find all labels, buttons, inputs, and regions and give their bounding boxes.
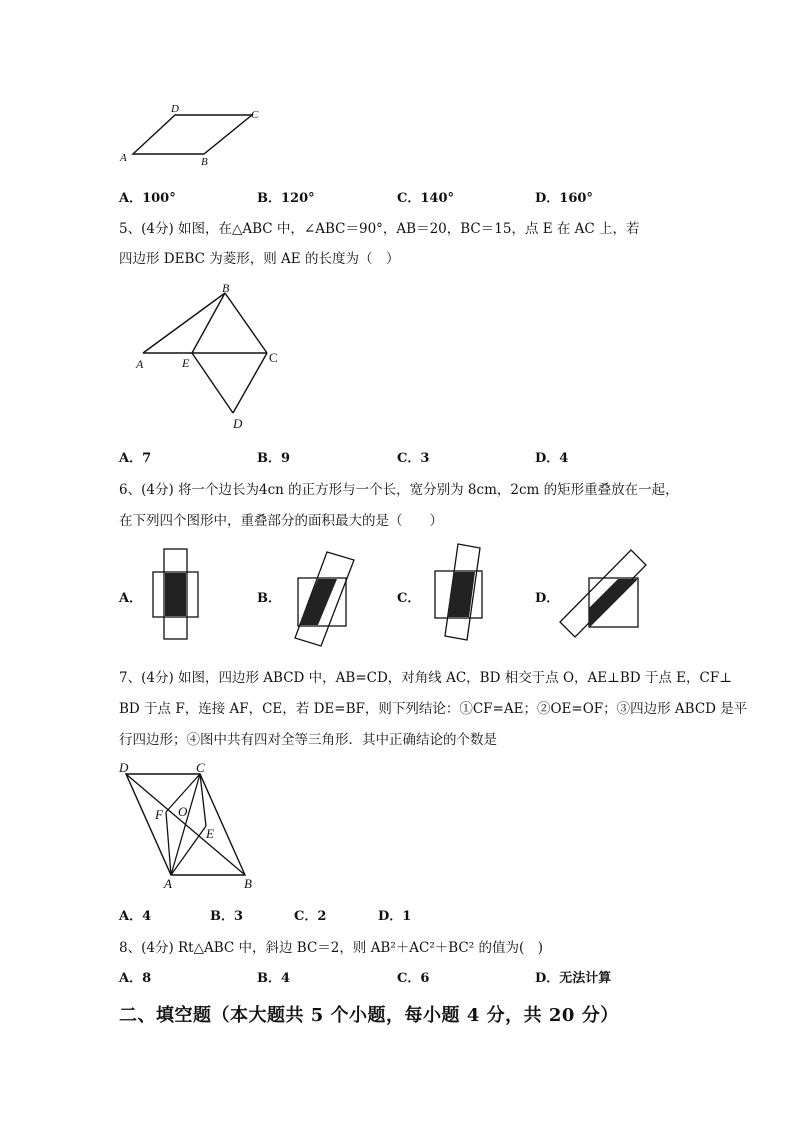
label-e: E bbox=[206, 826, 214, 841]
label-d: D bbox=[119, 760, 129, 775]
label-a: A bbox=[164, 876, 172, 891]
q4-option-a[interactable]: A．100° bbox=[119, 191, 176, 206]
q7-text-line1: 7、(4分) 如图，四边形 ABCD 中，AB=CD，对角线 AC，BD 相交于点 O，AE⊥BD 于点 E，CF⊥ bbox=[119, 670, 732, 686]
label-d: D bbox=[171, 103, 179, 115]
q5-text-line2: 四边形 DEBC 为菱形，则 AE 的长度为（ ） bbox=[119, 251, 400, 267]
label-e: E bbox=[182, 356, 190, 370]
label-a: A bbox=[136, 357, 144, 371]
q5-text-line1: 5、(4分) 如图，在△ABC 中，∠ABC＝90°，AB＝20，BC＝15，点 E 在 AC 上，若 bbox=[119, 221, 640, 237]
q8-option-b[interactable]: B．4 bbox=[257, 971, 291, 986]
q8-option-c[interactable]: C．6 bbox=[397, 971, 430, 986]
label-f: F bbox=[155, 807, 163, 822]
section-heading: 二、填空题（本大题共 5 个小题，每小题 4 分，共 20 分） bbox=[119, 1005, 619, 1026]
q7-option-a[interactable]: A．4 bbox=[119, 909, 152, 924]
q4-option-b[interactable]: B．120° bbox=[257, 191, 315, 206]
q6-text-line1: 6、(4分) 将一个边长为4cn 的正方形与一个长，宽分别为 8cm，2cm 的矩形重叠放在一起， bbox=[119, 482, 679, 498]
label-b: B bbox=[222, 281, 230, 295]
q6-option-a[interactable]: A． bbox=[119, 591, 143, 606]
q7-option-c[interactable]: C．2 bbox=[294, 909, 327, 924]
q4-option-c[interactable]: C．140° bbox=[397, 191, 454, 206]
q7-option-b[interactable]: B．3 bbox=[210, 909, 244, 924]
q7-option-d[interactable]: D．1 bbox=[378, 909, 412, 924]
label-b: B bbox=[201, 156, 208, 168]
q5-option-b[interactable]: B．9 bbox=[257, 451, 291, 466]
label-c: C bbox=[251, 109, 259, 121]
q7-text-line3: 行四边形；④图中共有四对全等三角形．其中正确结论的个数是 bbox=[119, 732, 497, 748]
label-c: C bbox=[196, 760, 205, 775]
q5-option-d[interactable]: D．4 bbox=[535, 451, 569, 466]
label-d: D bbox=[233, 416, 243, 431]
q8-option-d[interactable]: D．无法计算 bbox=[535, 971, 612, 986]
q6-text-line2: 在下列四个图形中，重叠部分的面积最大的是（ ） bbox=[119, 513, 443, 529]
q6-option-d[interactable]: D． bbox=[535, 591, 560, 606]
label-a: A bbox=[120, 152, 127, 164]
q8-option-a[interactable]: A．8 bbox=[119, 971, 152, 986]
q4-option-d[interactable]: D．160° bbox=[535, 191, 593, 206]
q5-option-c[interactable]: C．3 bbox=[397, 451, 430, 466]
q5-option-a[interactable]: A．7 bbox=[119, 451, 152, 466]
label-o: O bbox=[178, 804, 188, 819]
label-c: C bbox=[269, 350, 278, 365]
q8-text-line1: 8、(4分) Rt△ABC 中，斜边 BC＝2，则 AB²＋AC²＋BC² 的值为( ) bbox=[119, 940, 543, 956]
q7-text-line2: BD 于点 F，连接 AF，CE，若 DE=BF，则下列结论：①CF=AE；②OE=OF；③四边形 ABCD 是平 bbox=[119, 701, 748, 717]
q6-option-b[interactable]: B． bbox=[257, 591, 281, 606]
label-b: B bbox=[244, 876, 252, 891]
q6-option-c[interactable]: C． bbox=[397, 591, 421, 606]
